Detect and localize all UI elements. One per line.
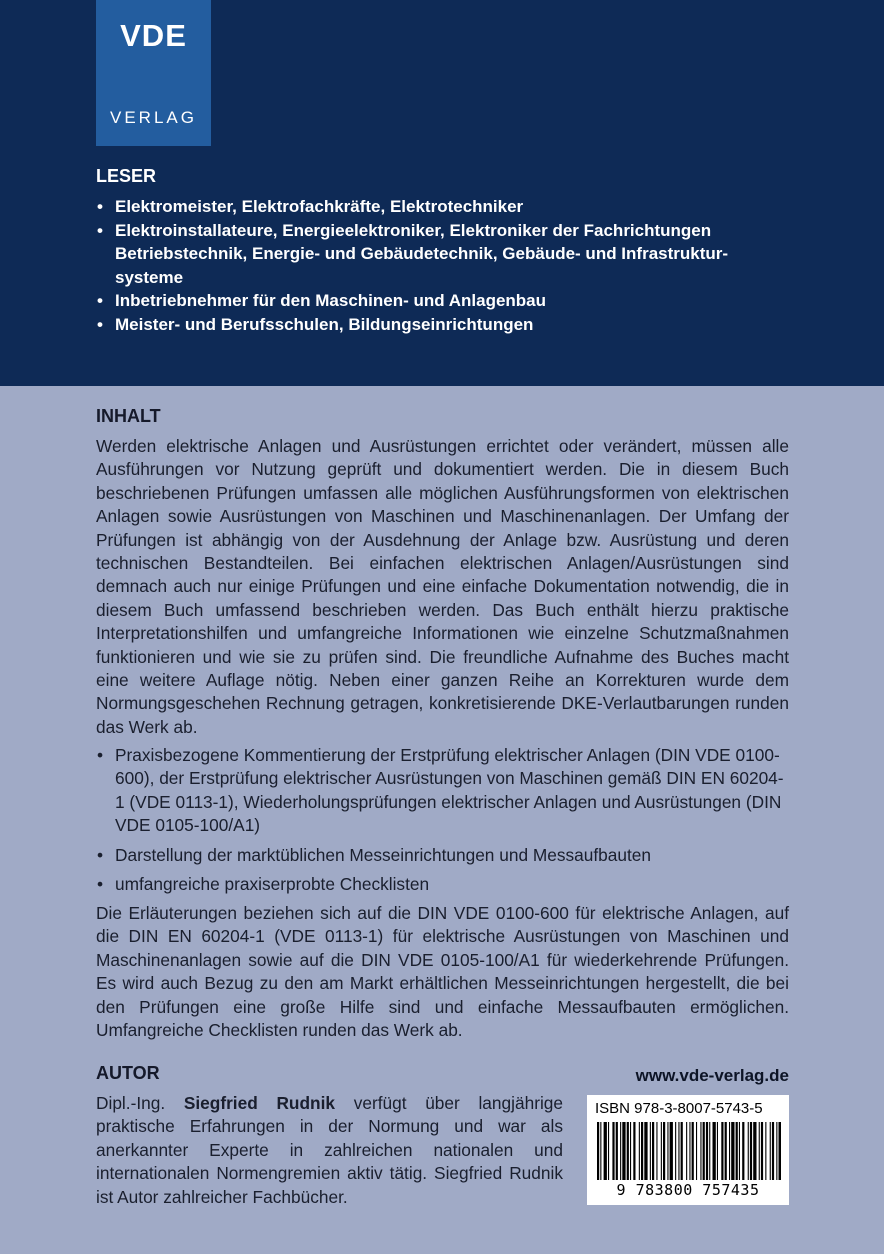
barcode-bar: [731, 1122, 734, 1180]
publisher-url[interactable]: www.vde-verlag.de: [635, 1066, 789, 1085]
barcode-bar: [703, 1122, 705, 1180]
barcode-bar: [667, 1122, 668, 1180]
barcode-bar: [597, 1122, 599, 1180]
barcode-bar: [779, 1122, 782, 1180]
barcode-bar: [641, 1122, 643, 1180]
barcode-bar: [759, 1122, 760, 1180]
barcode-digits: 9 783800 757435: [616, 1181, 760, 1199]
inhalt-outro: Die Erläuterungen beziehen sich auf die DIN VDE 0100-600 für elektrische Anlagen, auf die DIN EN 60204-1 (VDE 0113-1) für elektrische Ausrüstungen von Maschinen und Maschinenanlagen sowie auf die DIN VDE 0105-100/A1 für wiederkehrende Prüfungen. Es wird auch Bezug zu den am Markt erhältlichen Messeinrichtungen hergestellt, die bei den Prüfungen eine große Hilfe sind und einfache Messaufbauten ermöglichen. Umfangreiche Checklisten runden das Werk ab.: [96, 903, 789, 1041]
barcode-bar: [600, 1122, 601, 1180]
barcode-bar: [717, 1122, 718, 1180]
barcode-bar: [700, 1122, 701, 1180]
barcode-bar: [608, 1122, 609, 1180]
isbn-barcode-box: [587, 1095, 789, 1205]
barcode-bar: [761, 1122, 763, 1180]
barcode-bar: [644, 1122, 647, 1180]
barcode-bar: [736, 1122, 738, 1180]
barcode-bar: [748, 1122, 749, 1180]
barcode-bar: [709, 1122, 710, 1180]
barcode-bar: [729, 1122, 730, 1180]
barcode-bar: [739, 1122, 740, 1180]
isbn-label: ISBN 978-3-8007-5743-5: [595, 1100, 763, 1117]
barcode-bar: [622, 1122, 625, 1180]
barcode-bar: [650, 1122, 651, 1180]
leser-item: • Elektromeister, Elektrofachkräfte, Elektrotechniker: [96, 195, 796, 219]
barcode-bar: [721, 1122, 723, 1180]
barcode-bar: [675, 1122, 676, 1180]
barcode-bar: [750, 1122, 752, 1180]
barcode-bar: [663, 1122, 665, 1180]
barcode-bar: [686, 1122, 687, 1180]
barcode-bar: [706, 1122, 708, 1180]
leser-item: • Inbetriebnehmer für den Maschinen- und Anlagenbau: [96, 289, 796, 313]
barcode-bar: [678, 1122, 679, 1180]
inhalt-bullet: • umfangreiche praxiserprobte Checklisten: [96, 873, 789, 896]
barcode-bar: [627, 1122, 629, 1180]
barcode-bar: [753, 1122, 756, 1180]
autor-post: verfügt über langjährige praktische Erfahrungen in der Normung und war als anerkannter Experte in zahlreichen nationalen und internationalen Normengremien aktiv tätig. Siegfried Rudnik ist Autor zahlreicher Fachbücher.: [96, 1093, 564, 1207]
barcode-bar: [661, 1122, 662, 1180]
inhalt-intro: Werden elektrische Anlagen und Ausrüstungen errichtet oder verändert, müssen alle Ausführungen vor Nutzung geprüft und dokumentiert werden. Die in diesem Buch beschriebenen Prüfungen umfassen alle möglichen Ausführungsformen von elektrischen Anlagen sowie Ausrüstungen von Maschinen und Maschinenanlagen. Der Umfang der Prüfungen ist abhängig von der Ausdehnung der Anlage bzw. Ausrüstung und deren technischen Bestandteilen. Bei einfachen elektrischen Anlagen/Ausrüstungen sind demnach auch nur einige Prüfungen und eine einfache Dokumentation notwendig, die in diesem Buch umfassend beschrieben werden. Das Buch enthält hierzu praktische Interpretationshilfen und umfangreiche Informationen wie einzelne Schutzmaßnahmen funktionieren und wie sie zu prüfen sind. Die freundliche Aufnahme des Buches macht eine weitere Auflage nötig. Neben einer ganzen Reihe an Korrekturen wurde dem Normungsgeschehen Rechnung getragen, konkretisierende DKE-Verlautbarungen runden das Werk ab.: [96, 436, 789, 737]
barcode-bar: [633, 1122, 635, 1180]
barcode-bar: [772, 1122, 774, 1180]
barcode-bar: [692, 1122, 694, 1180]
barcode-bar: [620, 1122, 621, 1180]
barcode-bar: [670, 1122, 673, 1180]
header-panel: [0, 0, 884, 386]
barcode-bar: [639, 1122, 640, 1180]
barcode-bar: [742, 1122, 744, 1180]
barcode-bar: [713, 1122, 716, 1180]
barcode-bar: [652, 1122, 654, 1180]
barcode-bar: [776, 1122, 777, 1180]
inhalt-heading: INHALT: [96, 406, 161, 426]
vde-logo: [96, 0, 211, 146]
barcode-bar: [630, 1122, 631, 1180]
logo-sub: VERLAG: [110, 108, 197, 127]
barcode-bar: [612, 1122, 614, 1180]
autor-heading: AUTOR: [96, 1063, 160, 1083]
barcode-icon: [595, 1122, 781, 1180]
barcode-bar: [689, 1122, 690, 1180]
logo-brand: VDE: [120, 18, 187, 53]
autor-pre: Dipl.-Ing.: [96, 1093, 184, 1113]
inhalt-bullet: • Praxisbezogene Kommentierung der Erstprüfung elektrischer Anlagen (DIN VDE 0100-600), der Erstprüfung elektrischer Ausrüstungen von Maschinen gemäß DIN EN 60204-1 (VDE 0113-1), Wiederholungsprüfungen elektrischer Anlagen und Ausrüstungen (DIN VDE 0105-100/A1): [96, 744, 789, 838]
barcode-bar: [604, 1122, 607, 1180]
leser-item: • Elektroinstallateure, Energieelektroniker, Elektroniker der Fachrichtungen Betriebstechnik, Energie- und Gebäudetechnik, Gebäude- und Infrastruktur-systeme: [96, 219, 796, 290]
barcode-bar: [616, 1122, 618, 1180]
inhalt-bullet: • Darstellung der marktüblichen Messeinrichtungen und Messaufbauten: [96, 844, 789, 867]
leser-item: • Meister- und Berufsschulen, Bildungseinrichtungen: [96, 313, 796, 337]
autor-text: [96, 1092, 563, 1209]
barcode-bar: [696, 1122, 697, 1180]
leser-heading: LESER: [96, 166, 157, 186]
barcode-bar: [656, 1122, 657, 1180]
barcode-bar: [770, 1122, 771, 1180]
leser-list: [96, 195, 796, 336]
barcode-bar: [725, 1122, 727, 1180]
inhalt-bullets: [96, 744, 789, 902]
barcode-bar: [765, 1122, 766, 1180]
autor-name: Siegfried Rudnik: [183, 1093, 336, 1113]
barcode-bar: [681, 1122, 683, 1180]
